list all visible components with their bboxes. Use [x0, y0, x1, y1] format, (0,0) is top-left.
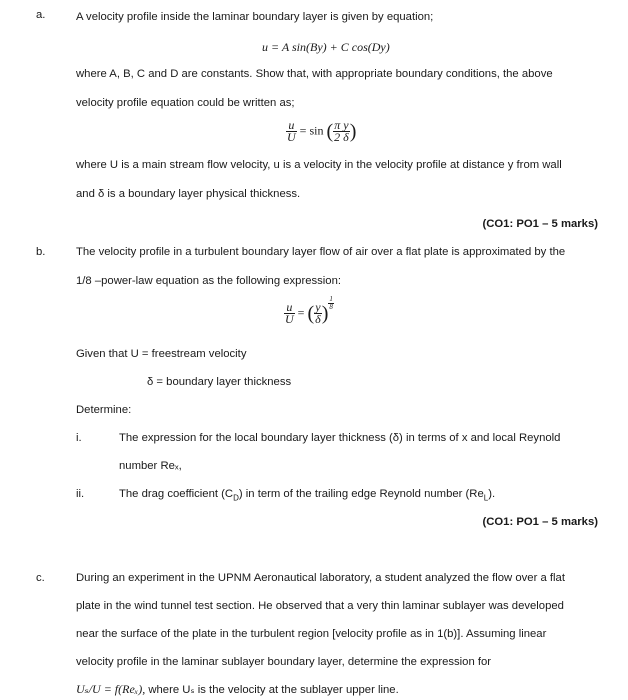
- item-i-line2: number Reₓ,: [119, 460, 182, 472]
- item-ii-text-b: ) in term of the trailing edge Reynold number (Re: [238, 488, 484, 500]
- eq3-open-paren: (: [307, 302, 315, 325]
- part-c-math: Uₛ/U = f(Reₓ),: [76, 682, 146, 696]
- eq2-sin: = sin: [299, 123, 324, 138]
- part-c-line3: near the surface of the plate in the turbulent region [velocity profile as in 1(b)]. Assuming linear: [76, 628, 547, 640]
- part-c-line2: plate in the wind tunnel test section. He observed that a very thin laminar sublayer was developed: [76, 600, 564, 612]
- eq2-close-paren: ): [349, 120, 357, 143]
- part-a-line2: where A, B, C and D are constants. Show that, with appropriate boundary conditions, the above: [76, 68, 553, 80]
- part-a-line3: velocity profile equation could be written as;: [76, 97, 295, 109]
- eq3-exp-den: 8: [329, 303, 333, 311]
- given-line1: Given that U = freestream velocity: [76, 348, 247, 360]
- item-i-label: i.: [76, 432, 82, 444]
- eq3-close-paren: ): [321, 302, 329, 325]
- eq3-lhs-num: u: [284, 302, 295, 314]
- part-a-marks: (CO1: PO1 – 5 marks): [482, 218, 598, 230]
- item-ii-text-c: ).: [488, 488, 496, 500]
- eq3-base-den: δ: [315, 312, 321, 326]
- eq2-arg-den: 2 δ: [334, 130, 349, 144]
- determine-label: Determine:: [76, 404, 132, 416]
- equation-1: u = A sin(By) + C cos(Dy): [262, 40, 390, 54]
- label-c: c.: [36, 572, 45, 584]
- item-i-line1: The expression for the local boundary layer thickness (δ) in terms of x and local Reynold: [119, 432, 561, 444]
- part-b-line2: 1/8 –power-law equation as the following expression:: [76, 275, 342, 287]
- part-b-line1: The velocity profile in a turbulent boundary layer flow of air over a flat plate is approximated by the: [76, 246, 566, 258]
- eq3-exponent: [328, 296, 334, 311]
- eq2-lhs-num: u: [286, 120, 297, 132]
- given-line2: δ = boundary layer thickness: [147, 376, 292, 388]
- equation-3: [284, 295, 334, 326]
- eq3-lhs-den: U: [285, 312, 294, 326]
- part-c-line5: [76, 682, 399, 697]
- item-ii-sub-d: D: [233, 493, 239, 503]
- label-b: b.: [36, 246, 46, 258]
- eq3-equals: =: [297, 305, 305, 320]
- part-a-line1: A velocity profile inside the laminar boundary layer is given by equation;: [76, 11, 434, 23]
- item-ii-text-a: The drag coefficient (C: [119, 488, 234, 500]
- label-a: a.: [36, 9, 46, 21]
- part-a-line5: and δ is a boundary layer physical thickness.: [76, 188, 301, 200]
- equation-2: [286, 120, 356, 143]
- eq2-open-paren: (: [326, 120, 334, 143]
- item-ii-label: ii.: [76, 488, 85, 500]
- part-a-line4: where U is a main stream flow velocity, u is a velocity in the velocity profile at distance y from wall: [76, 159, 562, 171]
- part-c-line4: velocity profile in the laminar sublayer boundary layer, determine the expression for: [76, 656, 492, 668]
- eq2-lhs-den: U: [287, 130, 296, 144]
- part-c-line5-text: where Uₛ is the velocity at the sublayer upper line.: [145, 684, 399, 696]
- eq2-arg-num: π y: [334, 118, 349, 132]
- eq3-exp-num: 1: [329, 295, 333, 303]
- item-ii-line1: [119, 488, 495, 502]
- eq3-base-num: y: [315, 300, 321, 314]
- item-ii-sub-l: L: [483, 493, 489, 503]
- part-b-marks: (CO1: PO1 – 5 marks): [482, 516, 598, 528]
- part-c-line1: During an experiment in the UPNM Aeronautical laboratory, a student analyzed the flow over a flat: [76, 572, 565, 584]
